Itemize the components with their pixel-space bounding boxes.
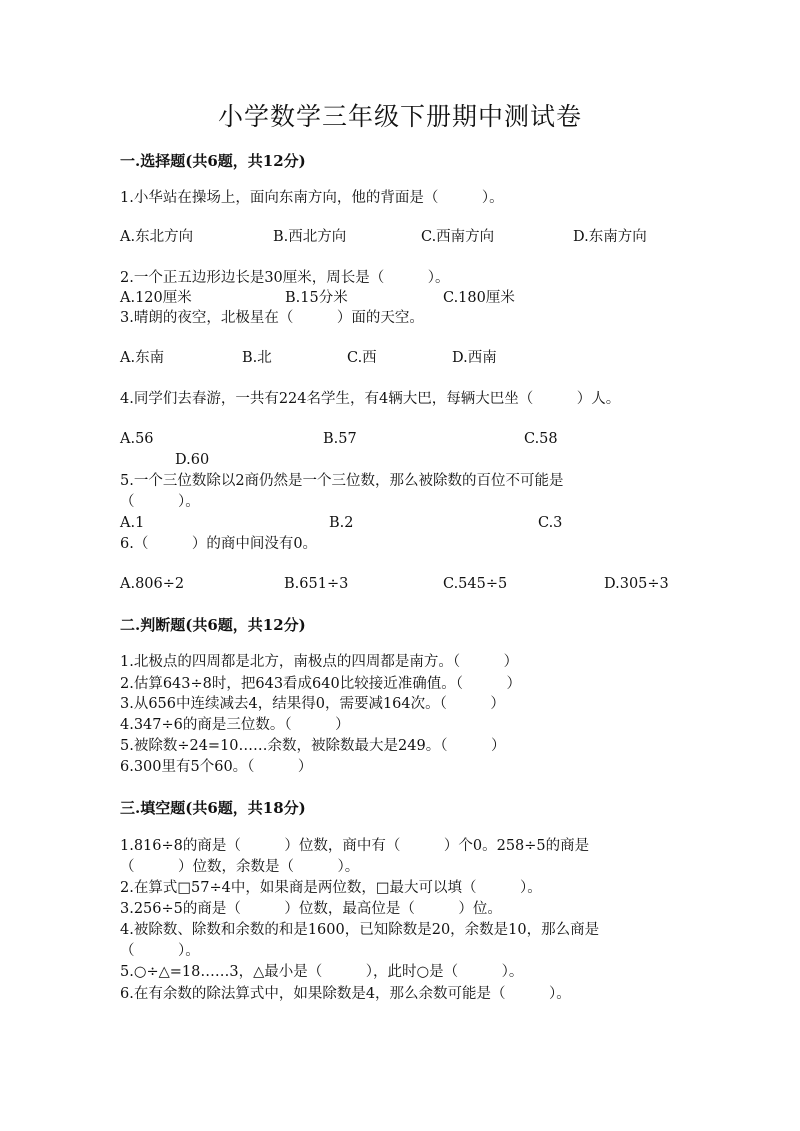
section-heading-choice: 一.选择题(共6题，共12分) [120, 152, 306, 170]
question-text: 5.○÷△=18……3，△最小是（ ），此时○是（ ）。 [120, 964, 524, 980]
option: D.西南 [452, 350, 497, 366]
question-text: 2.估算643÷8时，把643看成640比较接近准确值。（ ） [120, 676, 521, 692]
question-text: 2.在算式□57÷4中，如果商是两位数，□最大可以填（ ）。 [120, 880, 542, 896]
option: D.60 [175, 452, 210, 468]
option: B.15分米 [285, 290, 348, 306]
question-text: 1.816÷8的商是（ ）位数，商中有（ ）个0。258÷5的商是 [120, 838, 590, 854]
option: B.北 [242, 350, 272, 366]
option: B.2 [329, 515, 354, 531]
option: A.806÷2 [120, 576, 185, 592]
question-text: 6.在有余数的除法算式中，如果除数是4，那么余数可能是（ ）。 [120, 986, 571, 1002]
option: C.180厘米 [443, 290, 515, 306]
option: B.西北方向 [273, 229, 347, 245]
option: A.120厘米 [120, 290, 192, 306]
option: C.3 [538, 515, 563, 531]
question-text: （ ）。 [120, 943, 200, 959]
option: A.1 [120, 515, 145, 531]
option: A.东南 [120, 350, 165, 366]
section-heading-judgment: 二.判断题(共6题，共12分) [120, 616, 306, 634]
option: C.545÷5 [443, 576, 508, 592]
option: C.西 [347, 350, 377, 366]
option: A.东北方向 [120, 229, 194, 245]
option: C.58 [524, 431, 558, 447]
question-text: 5.被除数÷24=10……余数，被除数最大是249。（ ） [120, 738, 506, 754]
page-title: 小学数学三年级下册期中测试卷 [217, 102, 582, 131]
question-text: 4.被除数、除数和余数的和是1600，已知除数是20，余数是10，那么商是 [120, 922, 600, 938]
question-text: 4.同学们去春游，一共有224名学生，有4辆大巴，每辆大巴坐（ ）人。 [120, 391, 621, 407]
question-text: 6.（ ）的商中间没有0。 [120, 536, 318, 552]
question-text: 1.北极点的四周都是北方，南极点的四周都是南方。（ ） [120, 654, 519, 670]
option: B.651÷3 [284, 576, 349, 592]
question-text: 6.300里有5个60。（ ） [120, 759, 313, 775]
question-text: 4.347÷6的商是三位数。（ ） [120, 717, 350, 733]
question-text: 3.晴朗的夜空，北极星在（ ）面的天空。 [120, 310, 424, 326]
question-text: （ ）位数，余数是（ ）。 [120, 859, 360, 875]
option: C.西南方向 [421, 229, 495, 245]
question-text: 1.小华站在操场上，面向东南方向，他的背面是（ ）。 [120, 190, 504, 206]
question-text: 5.一个三位数除以2商仍然是一个三位数，那么被除数的百位不可能是 [120, 473, 564, 489]
question-text: 3.256÷5的商是（ ）位数，最高位是（ ）位。 [120, 901, 502, 917]
section-heading-fill-in: 三.填空题(共6题，共18分) [120, 799, 306, 817]
option: B.57 [323, 431, 357, 447]
option: A.56 [120, 431, 154, 447]
question-text: （ ）。 [120, 494, 200, 510]
option: D.东南方向 [573, 229, 647, 245]
question-text: 3.从656中连续减去4，结果得0，需要减164次。（ ） [120, 696, 505, 712]
option: D.305÷3 [604, 576, 669, 592]
question-text: 2.一个正五边形边长是30厘米，周长是（ ）。 [120, 270, 450, 286]
